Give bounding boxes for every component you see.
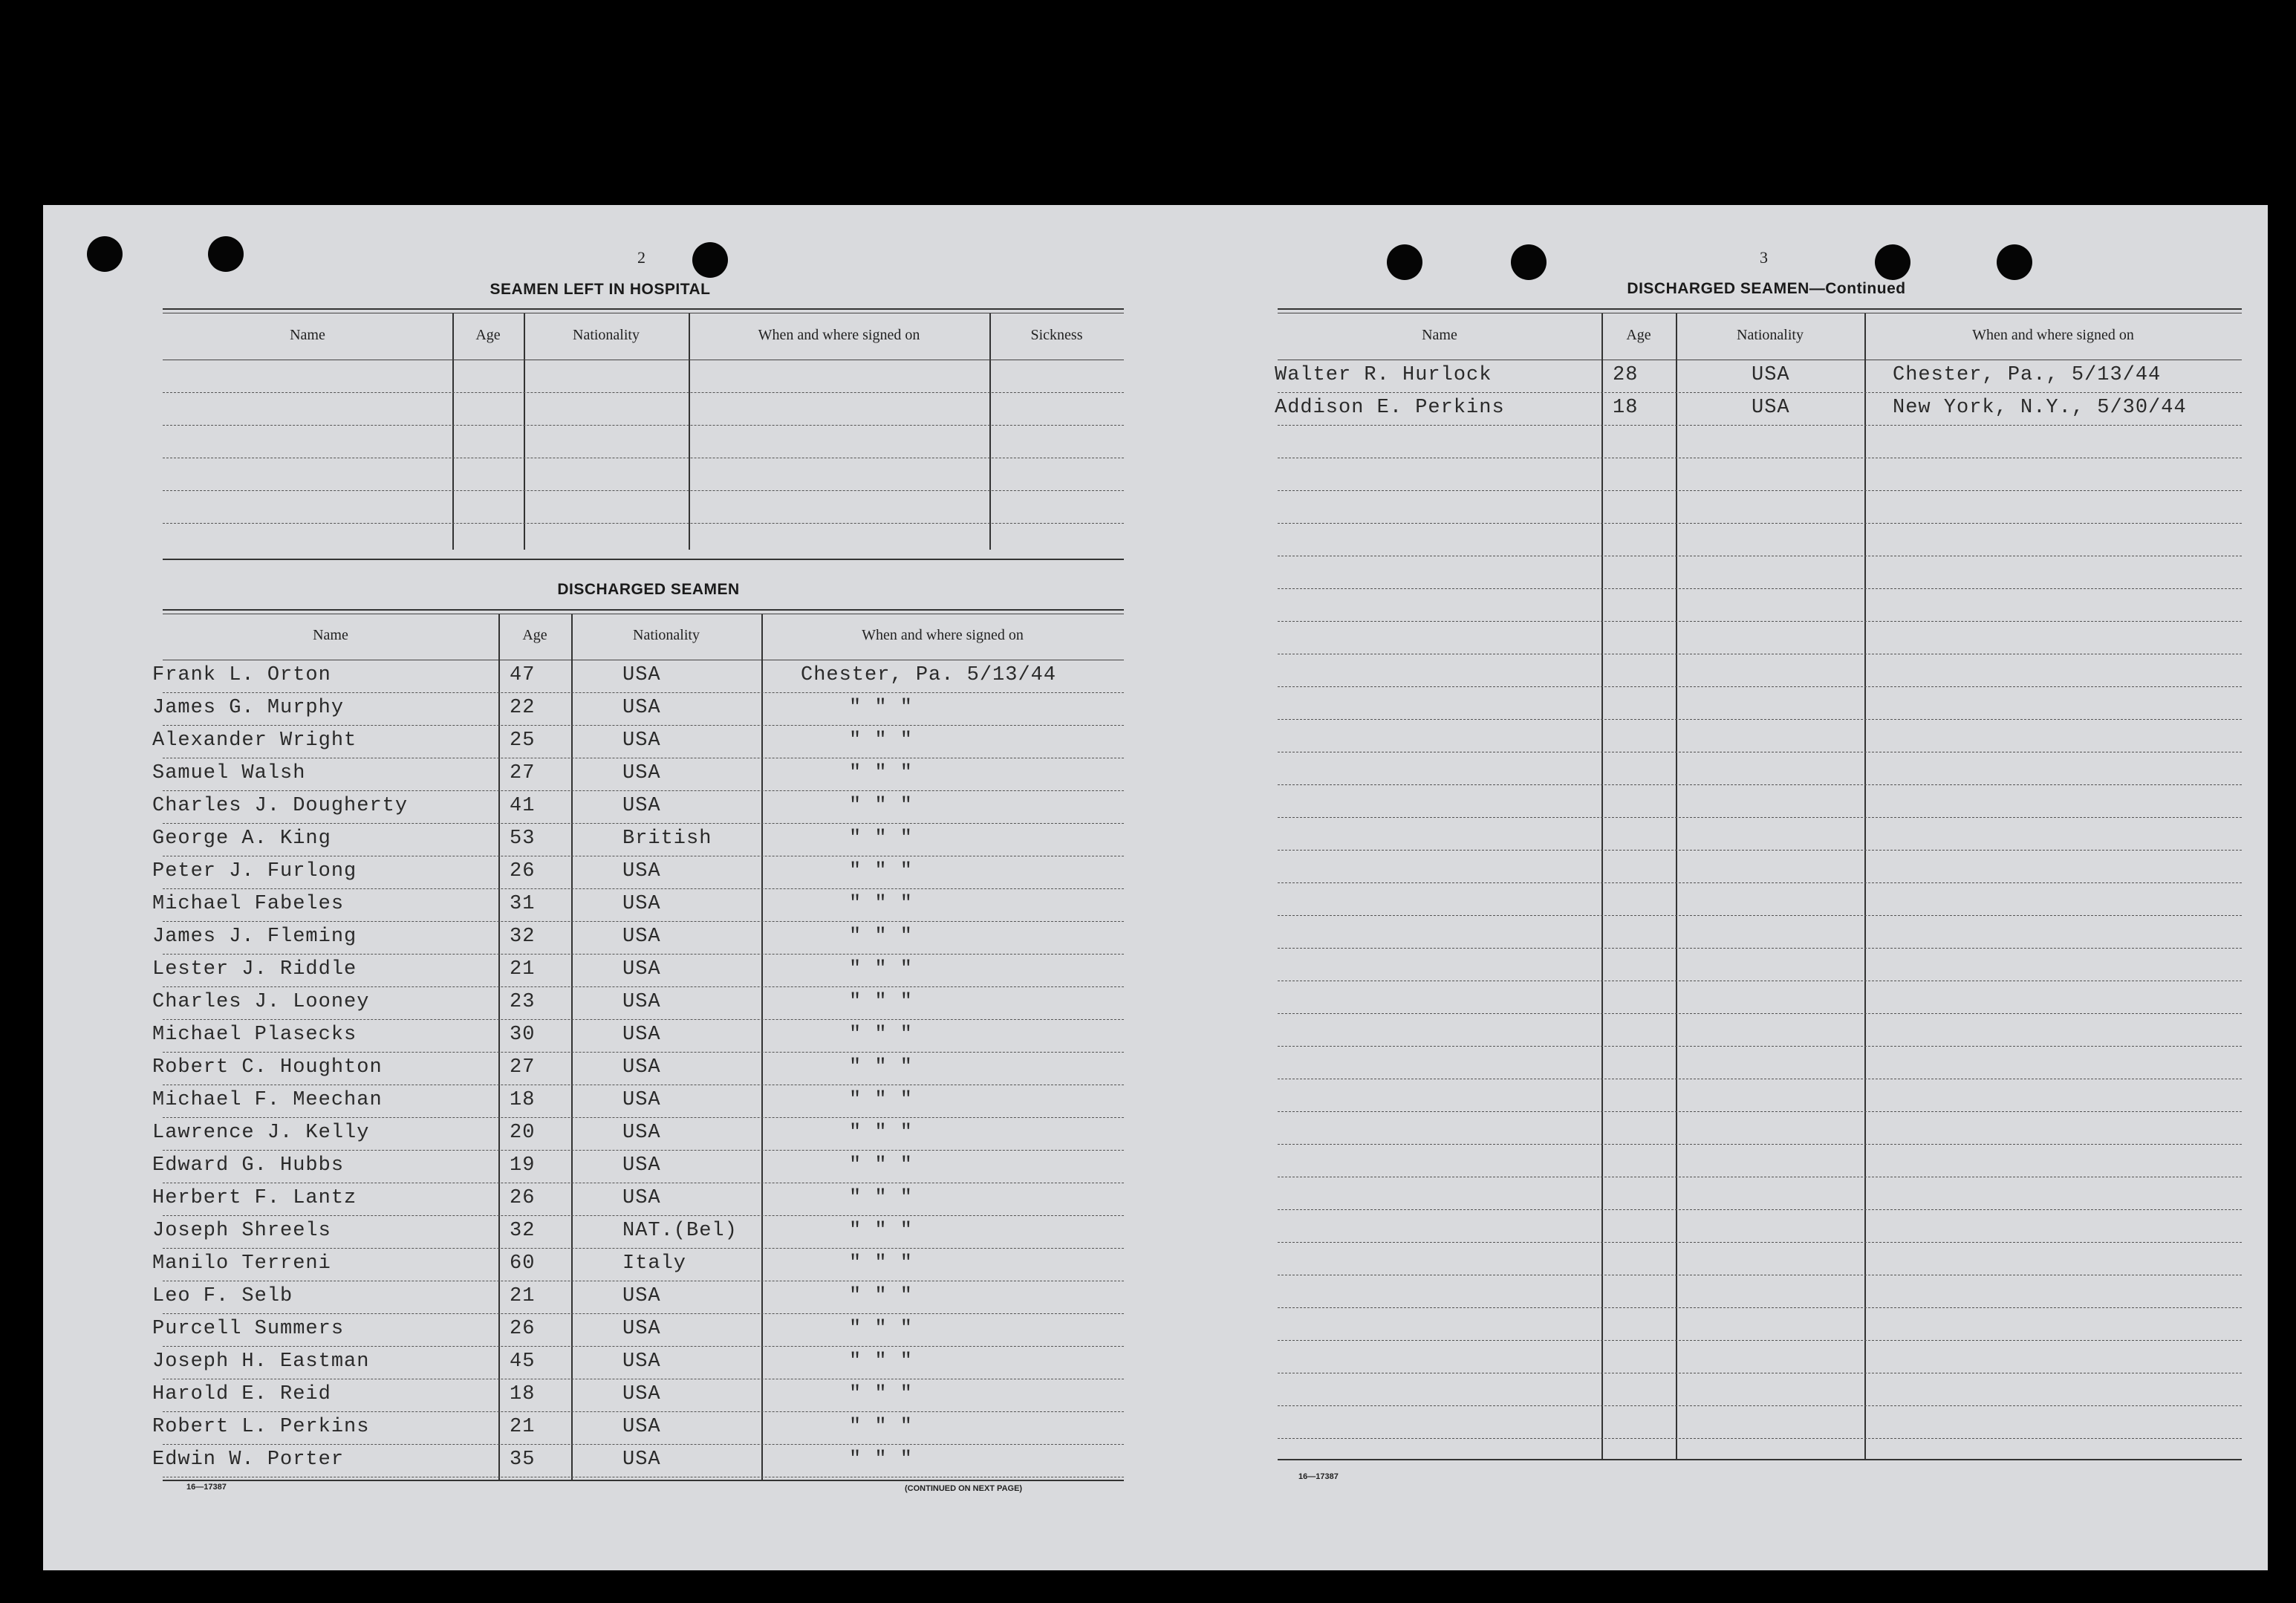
seaman-name: Edwin W. Porter — [152, 1448, 345, 1471]
seaman-signed-on: " " " — [849, 697, 914, 719]
seaman-nationality: USA — [622, 1448, 661, 1471]
seaman-name: Harold E. Reid — [152, 1383, 331, 1405]
page-number: 2 — [637, 248, 645, 267]
seaman-name: Samuel Walsh — [152, 762, 306, 784]
seaman-signed-on: " " " — [849, 1383, 914, 1405]
seaman-nationality: USA — [622, 1187, 661, 1209]
seaman-age: 30 — [510, 1024, 536, 1046]
seaman-age: 23 — [510, 991, 536, 1013]
form-number: 16—17387 — [186, 1483, 227, 1492]
form-number: 16—17387 — [1298, 1472, 1339, 1481]
seaman-age: 20 — [510, 1122, 536, 1144]
seaman-age: 32 — [510, 1220, 536, 1242]
seaman-signed-on: " " " — [849, 991, 914, 1013]
seaman-nationality: USA — [622, 795, 661, 817]
seaman-name: James G. Murphy — [152, 697, 345, 719]
page-number: 3 — [1760, 248, 1768, 267]
seaman-name: Peter J. Furlong — [152, 860, 357, 882]
punch-hole — [692, 242, 728, 278]
seaman-age: 19 — [510, 1154, 536, 1177]
seaman-nationality: USA — [1752, 364, 1790, 386]
right-col-signed: When and where signed on — [1972, 327, 2134, 343]
seaman-nationality: USA — [622, 893, 661, 915]
seaman-age: 26 — [510, 1187, 536, 1209]
seaman-age: 21 — [510, 958, 536, 981]
discharged-col-name: Name — [313, 627, 348, 643]
seaman-age: 21 — [510, 1416, 536, 1438]
seaman-name: Alexander Wright — [152, 729, 357, 752]
seaman-signed-on: " " " — [849, 1448, 914, 1471]
seaman-nationality: USA — [622, 926, 661, 948]
seaman-nationality: USA — [622, 1285, 661, 1307]
seaman-signed-on: " " " — [849, 1252, 914, 1275]
hospital-col-age: Age — [475, 327, 501, 343]
seaman-age: 22 — [510, 697, 536, 719]
seaman-name: Joseph Shreels — [152, 1220, 331, 1242]
seaman-name: George A. King — [152, 827, 331, 850]
right-col-nationality: Nationality — [1737, 327, 1804, 343]
seaman-name: Robert C. Houghton — [152, 1056, 383, 1079]
seaman-age: 35 — [510, 1448, 536, 1471]
seaman-signed-on: New York, N.Y., 5/30/44 — [1893, 397, 2187, 419]
seaman-name: Lester J. Riddle — [152, 958, 357, 981]
seaman-name: Charles J. Looney — [152, 991, 370, 1013]
seaman-age: 18 — [1613, 397, 1639, 419]
seaman-name: Michael Fabeles — [152, 893, 345, 915]
seaman-nationality: USA — [622, 1383, 661, 1405]
seaman-age: 41 — [510, 795, 536, 817]
seaman-age: 28 — [1613, 364, 1639, 386]
hospital-col-signed: When and where signed on — [758, 327, 920, 343]
hospital-col-name: Name — [290, 327, 325, 343]
seaman-signed-on: " " " — [849, 926, 914, 948]
seaman-name: Addison E. Perkins — [1275, 397, 1505, 419]
seaman-nationality: USA — [622, 1056, 661, 1079]
punch-hole — [208, 236, 244, 272]
seaman-signed-on: " " " — [849, 827, 914, 850]
seaman-signed-on: " " " — [849, 762, 914, 784]
seaman-age: 47 — [510, 664, 536, 686]
seaman-age: 26 — [510, 860, 536, 882]
seaman-age: 25 — [510, 729, 536, 752]
seaman-signed-on: " " " — [849, 729, 914, 752]
punch-hole — [1997, 244, 2032, 280]
seaman-signed-on: " " " — [849, 1285, 914, 1307]
punch-hole — [1387, 244, 1422, 280]
seaman-nationality: USA — [1752, 397, 1790, 419]
seaman-nationality: USA — [622, 762, 661, 784]
seaman-signed-on: Chester, Pa. 5/13/44 — [801, 664, 1057, 686]
seaman-name: Lawrence J. Kelly — [152, 1122, 370, 1144]
continued-title: DISCHARGED SEAMEN—Continued — [1627, 280, 1906, 297]
seaman-name: Joseph H. Eastman — [152, 1350, 370, 1373]
seaman-name: Walter R. Hurlock — [1275, 364, 1492, 386]
seaman-name: Manilo Terreni — [152, 1252, 331, 1275]
seaman-nationality: USA — [622, 664, 661, 686]
seaman-age: 21 — [510, 1285, 536, 1307]
discharged-col-age: Age — [522, 627, 547, 643]
seaman-age: 45 — [510, 1350, 536, 1373]
seaman-age: 60 — [510, 1252, 536, 1275]
seaman-signed-on: Chester, Pa., 5/13/44 — [1893, 364, 2162, 386]
punch-hole — [1511, 244, 1547, 280]
punch-hole — [1875, 244, 1910, 280]
seaman-signed-on: " " " — [849, 1220, 914, 1242]
seaman-nationality: NAT.(Bel) — [622, 1220, 738, 1242]
seaman-nationality: British — [622, 827, 712, 850]
seaman-nationality: USA — [622, 697, 661, 719]
seaman-nationality: USA — [622, 958, 661, 981]
document-sheet — [43, 205, 2268, 1570]
seaman-signed-on: " " " — [849, 893, 914, 915]
seaman-nationality: USA — [622, 1122, 661, 1144]
seaman-signed-on: " " " — [849, 1187, 914, 1209]
right-col-name: Name — [1422, 327, 1457, 343]
seaman-name: Edward G. Hubbs — [152, 1154, 345, 1177]
seaman-nationality: USA — [622, 991, 661, 1013]
seaman-signed-on: " " " — [849, 1416, 914, 1438]
punch-hole — [87, 236, 123, 272]
seaman-age: 27 — [510, 1056, 536, 1079]
seaman-signed-on: " " " — [849, 860, 914, 882]
hospital-col-nationality: Nationality — [573, 327, 640, 343]
seaman-age: 18 — [510, 1089, 536, 1111]
seaman-name: Michael F. Meechan — [152, 1089, 383, 1111]
seaman-signed-on: " " " — [849, 1318, 914, 1340]
seaman-age: 18 — [510, 1383, 536, 1405]
seaman-signed-on: " " " — [849, 1122, 914, 1144]
seaman-signed-on: " " " — [849, 1089, 914, 1111]
seaman-signed-on: " " " — [849, 1350, 914, 1373]
seaman-nationality: USA — [622, 729, 661, 752]
seaman-age: 32 — [510, 926, 536, 948]
seaman-name: Leo F. Selb — [152, 1285, 293, 1307]
seaman-name: James J. Fleming — [152, 926, 357, 948]
hospital-col-sickness: Sickness — [1030, 327, 1083, 343]
seaman-age: 53 — [510, 827, 536, 850]
seaman-signed-on: " " " — [849, 1024, 914, 1046]
seaman-nationality: USA — [622, 1154, 661, 1177]
seaman-nationality: USA — [622, 1416, 661, 1438]
seaman-nationality: USA — [622, 860, 661, 882]
seaman-name: Robert L. Perkins — [152, 1416, 370, 1438]
seaman-nationality: USA — [622, 1024, 661, 1046]
seaman-nationality: Italy — [622, 1252, 687, 1275]
seaman-nationality: USA — [622, 1318, 661, 1340]
hospital-title: SEAMEN LEFT IN HOSPITAL — [490, 281, 711, 298]
seaman-signed-on: " " " — [849, 958, 914, 981]
seaman-name: Purcell Summers — [152, 1318, 345, 1340]
seaman-nationality: USA — [622, 1350, 661, 1373]
seaman-signed-on: " " " — [849, 1154, 914, 1177]
seaman-age: 27 — [510, 762, 536, 784]
seaman-signed-on: " " " — [849, 1056, 914, 1079]
discharged-col-signed: When and where signed on — [862, 627, 1024, 643]
discharged-title: DISCHARGED SEAMEN — [557, 581, 740, 598]
seaman-signed-on: " " " — [849, 795, 914, 817]
seaman-name: Herbert F. Lantz — [152, 1187, 357, 1209]
seaman-nationality: USA — [622, 1089, 661, 1111]
continued-note: (CONTINUED ON NEXT PAGE) — [905, 1484, 1023, 1493]
seaman-age: 31 — [510, 893, 536, 915]
seaman-name: Frank L. Orton — [152, 664, 331, 686]
right-col-age: Age — [1626, 327, 1651, 343]
seaman-name: Michael Plasecks — [152, 1024, 357, 1046]
discharged-col-nationality: Nationality — [633, 627, 700, 643]
seaman-name: Charles J. Dougherty — [152, 795, 409, 817]
seaman-age: 26 — [510, 1318, 536, 1340]
